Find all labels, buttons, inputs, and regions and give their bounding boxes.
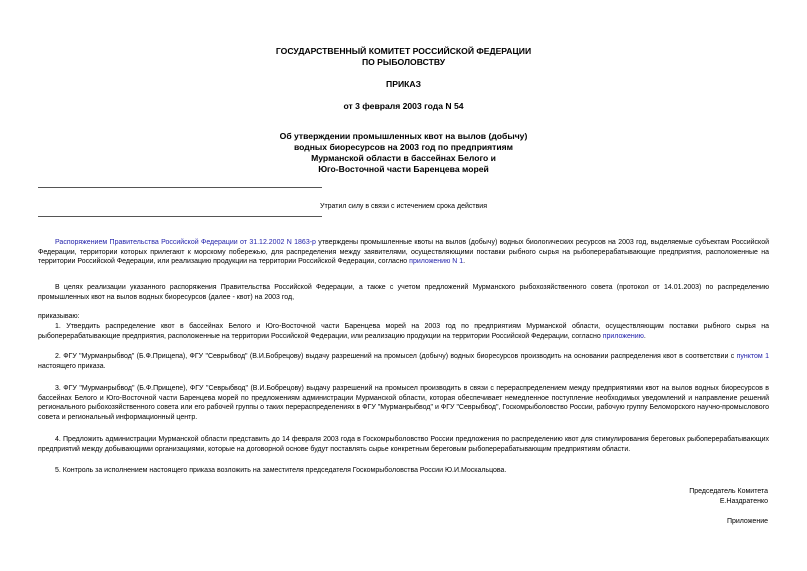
signature-name: Е.Наздратенко bbox=[719, 498, 768, 505]
paragraph-purpose: В целях реализации указанного распоряжения Правительства Российской Федерации, а также с учетом предложений Мурманского рыбохозяйственного совета (протокол от 14.01.2003) по распределению промышленных квот на вылов водных биоресурсов (далее - квот) на 2003 год, bbox=[38, 284, 769, 301]
document-title-line-2: водных биоресурсов на 2003 год по предприятиям bbox=[293, 142, 514, 152]
order-item-3: 3. ФГУ "Мурманрыбвод" (Б.Ф.Прищепе), ФГУ "Севрыбвод" (В.И.Бобрецову) выдачу разрешений на промысел производить в связи с перераспределением между предприятиями квот на вылов водных биоресурсов в бассейнах Белого и Юго-Восточной части Баренцева морей по предложениям администрации Мурманской области, которая обеспечивает немедленное поступление необходимых уведомлений и направление решений регионального рыбохозяйственного совета или его рабочей группы о таких перераспределениях в ФГУ "Мурманрыбвод" и ФГУ "Севрыбвод", Госкомрыболовство России, рабочую группу Беломорского научно-промыслового совета и региональный информационный центр. bbox=[38, 385, 769, 421]
paragraph-preamble bbox=[38, 238, 769, 267]
order-item-5: 5. Контроль за исполнением настоящего приказа возложить на заместителя председателя Госкомрыболовства России Ю.И.Москальцова. bbox=[55, 467, 507, 474]
item1-text-end: . bbox=[643, 332, 646, 340]
link-appendix[interactable]: приложению bbox=[602, 332, 644, 340]
order-item-1 bbox=[38, 322, 769, 341]
document-type: ПРИКАЗ bbox=[386, 79, 421, 89]
agency-line-1: ГОСУДАРСТВЕННЫЙ КОМИТЕТ РОССИЙСКОЙ ФЕДЕРАЦИИ bbox=[275, 46, 532, 56]
agency-line-2: ПО РЫБОЛОВСТВУ bbox=[361, 57, 446, 67]
preamble-text: утверждены промышленные квоты на вылов (добычу) водных биологических ресурсов на 2003 год, выделяемые субъектам Российской Федерации, территории которых прилегают к морскому побережью, для распределения между заявителями, осуществляющими поставки рыбного сырья на рыбоперерабатывающие предприятия, расположенные на территории Российской Федерации, или реализацию продукции на территории Российской Федерации, согласно bbox=[38, 239, 770, 266]
order-item-4: 4. Предложить администрации Мурманской области представить до 14 февраля 2003 года в Госкомрыболовство России предложения по распределению квот для стимулирования береговых рыбоперерабатывающих предприятий между добывающими организациями, которые на договорной основе будут поставлять сырье конкретным береговым рыбоперерабатывающим предприятиям области. bbox=[38, 436, 769, 453]
item1-text: 1. Утвердить распределение квот в бассейнах Белого и Юго-Восточной части Баренцева морей на 2003 год по предприятиям Мурманской области, осуществляющим поставки рыбного сырья на рыбоперерабатывающие предприятия, расположенные на территории Российской Федерации, или реализацию продукции на территории Российской Федерации, согласно bbox=[38, 323, 769, 340]
signature-position: Председатель Комитета bbox=[689, 488, 768, 495]
document-title-line-1: Об утверждении промышленных квот на вылов (добычу) bbox=[279, 131, 528, 141]
item2-text-end: настоящего приказа. bbox=[38, 362, 106, 370]
appendix-label: Приложение bbox=[726, 518, 768, 525]
item2-text: 2. ФГУ "Мурманрыбвод" (Б.Ф.Прищепа), ФГУ "Севрыбвод" (В.И.Бобрецову) выдачу разрешений на промысел (добычу) водных биоресурсов производить на основании распределения квот в соответствии с bbox=[55, 353, 737, 360]
preamble-text-end: . bbox=[463, 258, 466, 266]
paragraph-order-word: приказываю: bbox=[38, 313, 80, 320]
status-note: Утратил силу в связи с истечением срока действия bbox=[320, 203, 487, 210]
order-item-2 bbox=[38, 352, 769, 371]
divider-bottom bbox=[38, 216, 322, 217]
link-appendix-1[interactable]: приложению N 1 bbox=[409, 258, 464, 266]
document-title-line-4: Юго-Восточной части Баренцева морей bbox=[318, 164, 489, 174]
link-point-1[interactable]: пунктом 1 bbox=[736, 353, 770, 360]
document-date: от 3 февраля 2003 года N 54 bbox=[343, 101, 464, 111]
document-title-line-3: Мурманской области в бассейнах Белого и bbox=[311, 153, 496, 163]
link-government-order[interactable]: Распоряжением Правительства Российской Федерации от 31.12.2002 N 1863-р bbox=[55, 239, 316, 246]
divider-top bbox=[38, 187, 322, 188]
